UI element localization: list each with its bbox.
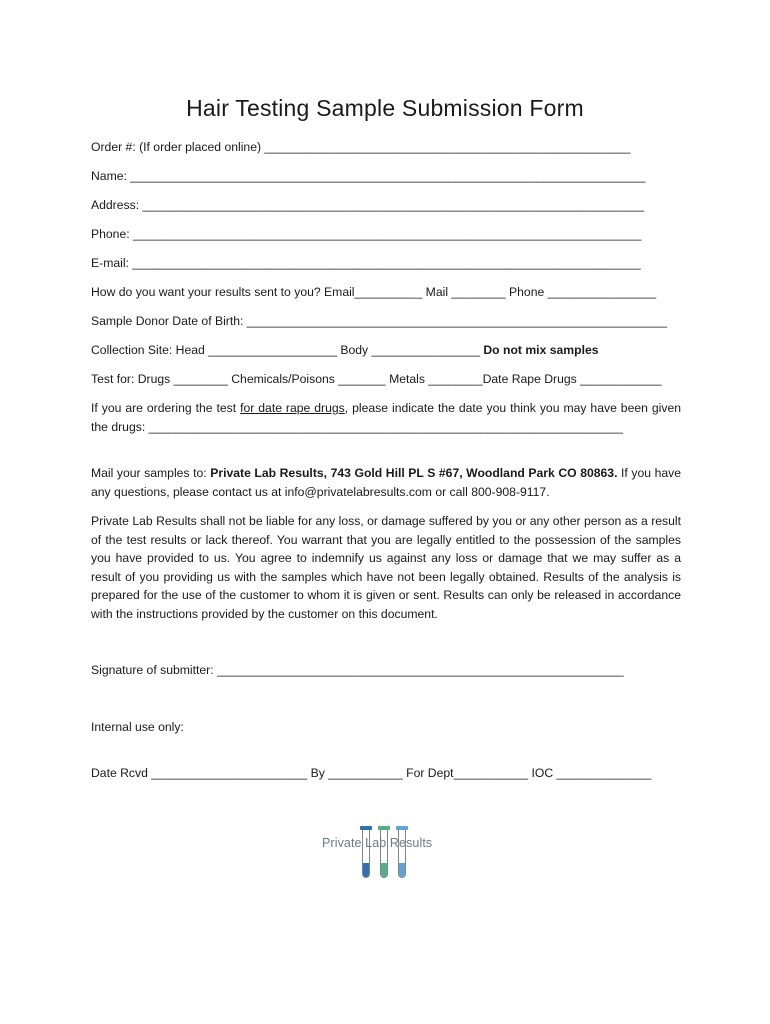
address-field[interactable]: Address: __________________________________________________________________________ (91, 198, 645, 212)
collection-site-field[interactable] (91, 343, 599, 357)
name-field[interactable]: Name: ____________________________________________________________________________ (91, 169, 646, 183)
date-rape-paragraph[interactable] (91, 399, 681, 436)
disclaimer-paragraph: Private Lab Results shall not be liable for any loss, or damage suffered by you or any other person as a result of the test results or lack thereof. You warrant that you are legally entitled to the possession of the samples you have provided to us. You agree to indemnify us against any loss or damage that we may suffer as a result of you providing us with the samples which have not been legally obtained. Results of the analysis is prepared for the use of the customer to whom it is given or sent. Results can only be released in accordance with the instructions provided by the customer on this document. (91, 514, 681, 621)
internal-use-label: Internal use only: (91, 720, 184, 734)
logo-text: Private Lab Results (322, 836, 433, 850)
date-rape-text-2: , please indicate the date you think you may have been given the drugs: ______________________________________________________________________ (91, 401, 682, 434)
mail-contact: If you have any questions, please contact us at info@privatelabresults.com or call 800-908-9117. (91, 466, 681, 499)
company-logo (322, 822, 452, 884)
date-rape-underlined: for date rape drugs (240, 401, 345, 415)
internal-fields[interactable]: Date Rcvd _______________________ By ___________ For Dept___________ IOC ______________ (91, 766, 652, 780)
order-field[interactable]: Order #: (If order placed online) ______________________________________________________ (91, 140, 631, 154)
page-title: Hair Testing Sample Submission Form (186, 95, 584, 121)
mix-warning: Do not mix samples (483, 343, 599, 357)
phone-field[interactable]: Phone: ___________________________________________________________________________ (91, 227, 642, 241)
mail-address: Private Lab Results, 743 Gold Hill PL S #67, Woodland Park CO 80863. (210, 466, 618, 480)
donor-dob-field[interactable]: Sample Donor Date of Birth: ______________________________________________________________ (91, 314, 668, 328)
collection-site-label: Collection Site: Head ___________________ Body ________________ (91, 343, 484, 357)
date-rape-text-1: If you are ordering the test (91, 401, 241, 415)
mail-paragraph (91, 464, 681, 501)
email-field[interactable]: E-mail: ___________________________________________________________________________ (91, 256, 641, 270)
test-for-field[interactable]: Test for: Drugs ________ Chemicals/Poisons _______ Metals ________Date Rape Drugs ____________ (91, 372, 662, 386)
results-delivery-field[interactable]: How do you want your results sent to you? Email__________ Mail ________ Phone ________________ (91, 285, 657, 299)
signature-field[interactable]: Signature of submitter: ____________________________________________________________ (91, 663, 624, 677)
mail-prefix: Mail your samples to: (91, 466, 211, 480)
